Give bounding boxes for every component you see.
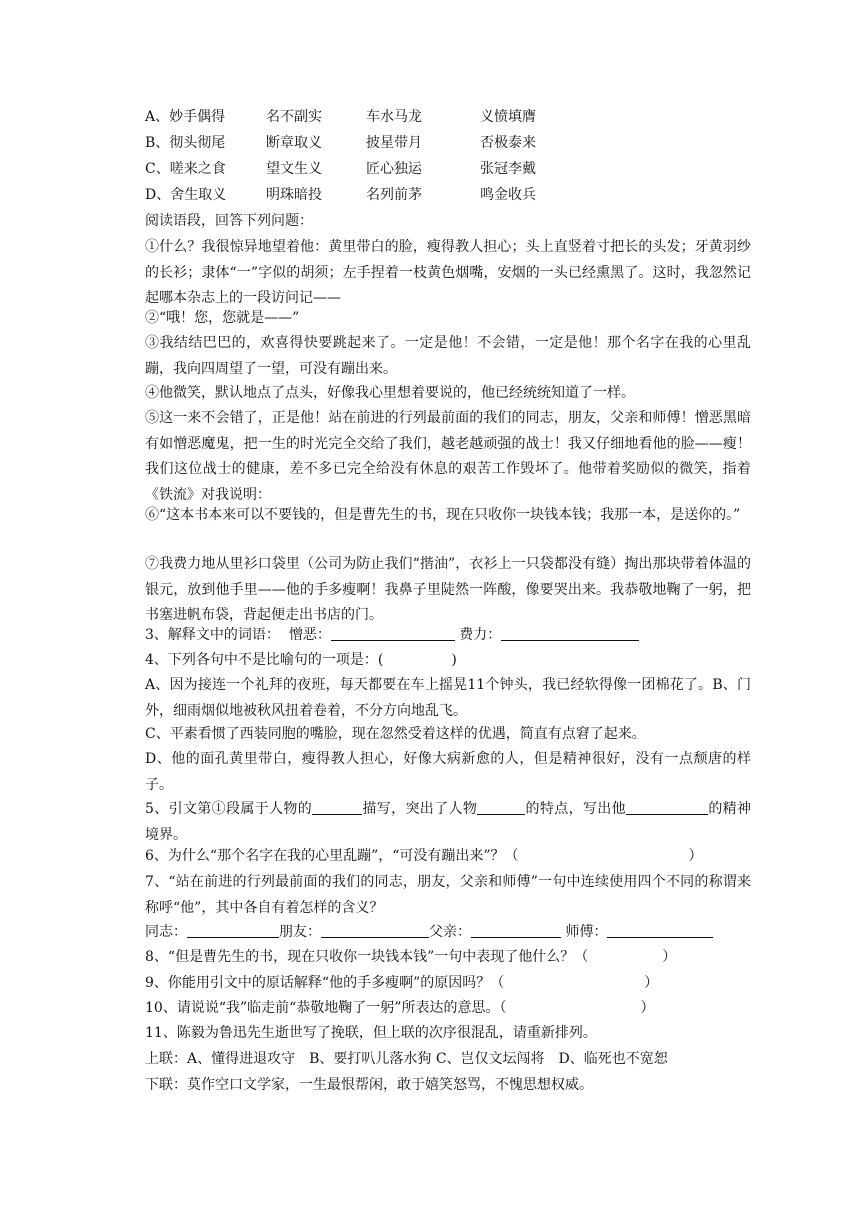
couplet-upper: 上联：A、懂得进退攻守 B、要打叭儿落水狗 C、岂仅文坛闯将 D、临死也不宽恕 — [145, 1051, 668, 1067]
question-5-part: 描写，突出了人物 — [362, 801, 478, 817]
term-label: 费力： — [459, 627, 502, 643]
idiom-cell: 张冠李戴 — [480, 161, 536, 177]
answer-blank[interactable] — [331, 626, 455, 641]
idiom-cell: 车水马龙 — [366, 109, 422, 125]
passage-paragraph-6: ⑥“这本书本来可以不要钱的，但是曹先生的书，现在只收你一块钱本钱；我那一本，是送你的。” — [145, 507, 741, 523]
question-5-part: 的精神境界。 — [145, 801, 752, 843]
idiom-cell: 鸣金收兵 — [480, 187, 536, 203]
question-6-text: 6、为什么“那个名字在我的心里乱蹦”，“可没有蹦出来”？（ — [145, 848, 519, 864]
passage-paragraph-1: ①什么？我很惊异地望着他：黄里带白的脸，瘦得教人担心；头上直竖着寸把长的头发；牙黄羽纱的长衫；隶体“一”字似的胡须；左手捏着一枝黄色烟嘴，安烟的一头已经熏黑了。这时，我忽然记起哪本杂志上的一段访问记—— — [145, 239, 751, 306]
passage-paragraph-7: ⑦我费力地从里衫口袋里（公司为防止我们“揩油”，衣衫上一只袋都没有缝）掏出那块带着体温的银元，放到他手里——他的手多瘦啊！我鼻子里陡然一阵酸，像要哭出来。我恭敬地鞠了一躬，把书塞进帆布袋，背起便走出书店的门。 — [145, 556, 751, 623]
answer-blank[interactable] — [607, 923, 713, 938]
title-label: 同志： — [145, 924, 187, 940]
passage-paragraph-3: ③我结结巴巴的，欢喜得快要跳起来了。一定是他！不会错，一定是他！那个名字在我的心里乱蹦，我向四周望了一望，可没有蹦出来。 — [145, 335, 751, 377]
reading-instruction: 阅读语段，回答下列问题： — [145, 213, 313, 229]
question-9-text: 9、你能用引文中的原话解释“他的手多瘦啊”的原因吗？（ — [145, 975, 505, 991]
term-label: 憎恶： — [288, 627, 331, 643]
question-4-option-a: A、因为接连一个礼拜的夜班，每天都要在车上摇晃11个钟头，我已经软得像一团棉花了。B、门外，细雨烟似地被秋风扭着卷着，不分方向地乱飞。 — [145, 677, 751, 719]
idiom-cell: 望文生义 — [266, 161, 322, 177]
passage-paragraph-4: ④他微笑，默认地点了点头，好像我心里想着要说的，他已经统统知道了一样。 — [145, 385, 635, 401]
question-4-text: 4、下列各句中不是比喻句的一项是：( — [145, 652, 384, 668]
bracket-close: ） — [640, 1000, 655, 1016]
question-5-part: 的特点，写出他 — [525, 801, 626, 817]
idiom-cell: 披星带月 — [366, 135, 422, 151]
answer-blank[interactable] — [321, 923, 429, 938]
title-label: 师傅： — [565, 924, 608, 940]
question-8 — [131, 947, 751, 967]
question-4-option-d: D、他的面孔黄里带白，瘦得教人担心，好像大病新愈的人，但是精神很好，没有一点颓唐的样子。 — [145, 751, 751, 793]
answer-blank[interactable] — [501, 626, 639, 641]
bracket-close: ） — [644, 975, 659, 991]
title-label: 父亲： — [429, 924, 471, 940]
idiom-cell: B、彻头彻尾 — [145, 135, 226, 151]
bracket-close: ) — [451, 652, 457, 668]
question-3-lead: 3、解释文中的词语： — [145, 627, 280, 643]
question-6 — [131, 846, 751, 866]
question-4-stem — [131, 650, 751, 670]
question-3 — [131, 625, 751, 645]
answer-blank[interactable] — [312, 800, 362, 815]
question-11: 11、陈毅为鲁迅先生逝世写了挽联，但上联的次序很混乱，请重新排列。 — [145, 1025, 597, 1041]
idiom-cell: D、舍生取义 — [145, 187, 227, 203]
question-10 — [131, 998, 751, 1018]
idiom-cell: 名不副实 — [266, 109, 322, 125]
answer-blank[interactable] — [477, 800, 525, 815]
idiom-option-row — [145, 158, 765, 180]
question-5-part: 5、引文第①段属于人物的 — [145, 801, 313, 817]
idiom-cell: 义愤填膺 — [480, 109, 536, 125]
idiom-cell: C、嗟来之食 — [145, 161, 226, 177]
question-8-text: 8、“但是曹先生的书，现在只收你一块钱本钱”一句中表现了他什么？（ — [145, 949, 589, 965]
idiom-option-row — [145, 106, 765, 128]
title-label: 朋友： — [279, 924, 321, 940]
question-4-option-c: C、平素看惯了西装同胞的嘴脸，现在忽然受着这样的优遇，简直有点窘了起来。 — [145, 726, 646, 742]
idiom-cell: 断章取义 — [266, 135, 322, 151]
couplet-lower: 下联：莫作空口文学家，一生最恨帮闲，敢于嬉笑怒骂，不愧思想权威。 — [145, 1077, 593, 1093]
question-9 — [131, 973, 751, 993]
answer-blank[interactable] — [626, 800, 708, 815]
bracket-close: ） — [662, 949, 677, 965]
idiom-cell: 名列前茅 — [366, 187, 422, 203]
idiom-cell: 否极泰来 — [480, 135, 536, 151]
idiom-cell: 匠心独运 — [366, 161, 422, 177]
answer-blank[interactable] — [471, 923, 561, 938]
passage-paragraph-5: ⑤这一来不会错了，正是他！站在前进的行列最前面的我们的同志，朋友，父亲和师傅！憎恶黑暗有如憎恶魔鬼，把一生的时光完全交给了我们，越老越顽强的战士！我又仔细地看他的脸——瘦！我们这位战士的健康，差不多已完全给没有休息的艰苦工作毁坏了。他带着奖励似的微笑，指着《铁流》对我说明： — [145, 410, 751, 503]
passage-paragraph-2: ②“哦！您，您就是——” — [145, 310, 300, 326]
idiom-option-row — [145, 184, 765, 206]
answer-blank[interactable] — [187, 923, 279, 938]
bracket-close: ） — [688, 848, 703, 864]
question-7: 7、“站在前进的行列最前面的我们的同志，朋友，父亲和师傅”一句中连续使用四个不同的称谓来称呼“他”，其中各自有着怎样的含义？ — [145, 874, 751, 916]
idiom-option-row — [145, 132, 765, 154]
question-10-text: 10、请说说“我”临走前“恭敬地鞠了一躬”所表达的意思。（ — [145, 1000, 507, 1016]
idiom-cell: 明珠暗投 — [266, 187, 322, 203]
question-5 — [131, 797, 751, 848]
question-7-answers — [131, 922, 751, 942]
idiom-cell: A、妙手偶得 — [145, 109, 226, 125]
